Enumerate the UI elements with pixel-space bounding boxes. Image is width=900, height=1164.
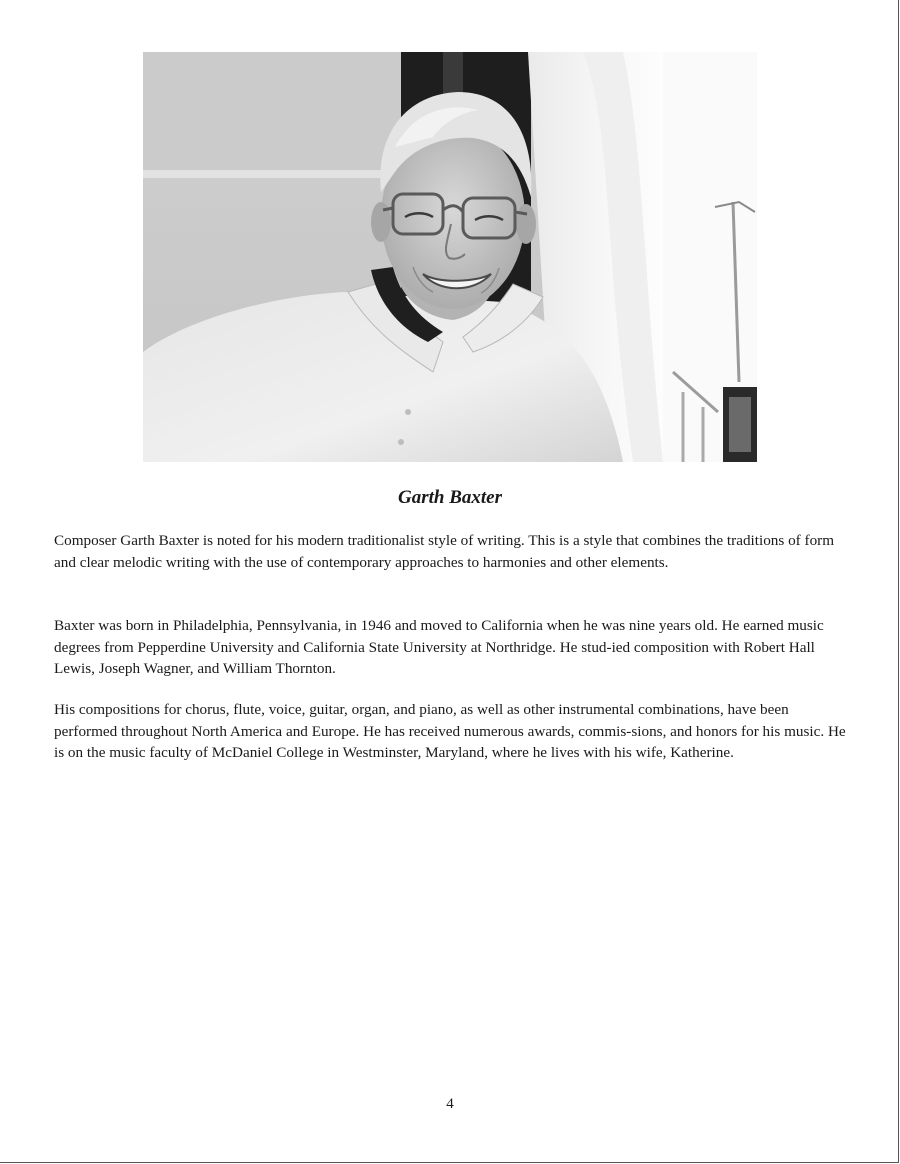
bio-paragraph-career: His compositions for chorus, flute, voice, guitar, organ, and piano, as well as other instrumental combinations, have been performed throughout North America and Europe. He has received numerous awards, commis-sions, and honors for his music. He is on the music faculty of McDaniel College in Westminster, Maryland, where he lives with his wife, Katherine. bbox=[54, 701, 846, 761]
page-number: 4 bbox=[446, 1096, 454, 1112]
portrait-illustration bbox=[143, 52, 757, 462]
bio-paragraph-style: Composer Garth Baxter is noted for his modern traditionalist style of writing. This is a style that combines the traditions of form and clear melodic writing with the use of contemporary approaches to harmonies and other elements. bbox=[54, 532, 835, 571]
portrait-photo bbox=[143, 52, 757, 462]
bio-paragraph-background: Baxter was born in Philadelphia, Pennsylvania, in 1946 and moved to California when he was nine years old. He earned music degrees from Pepperdine University and California State University at Northridge. He stud-ied composition with Robert Hall Lewis, Joseph Wagner, and William Thornton. bbox=[54, 617, 824, 677]
composer-name-heading: Garth Baxter bbox=[398, 487, 502, 508]
